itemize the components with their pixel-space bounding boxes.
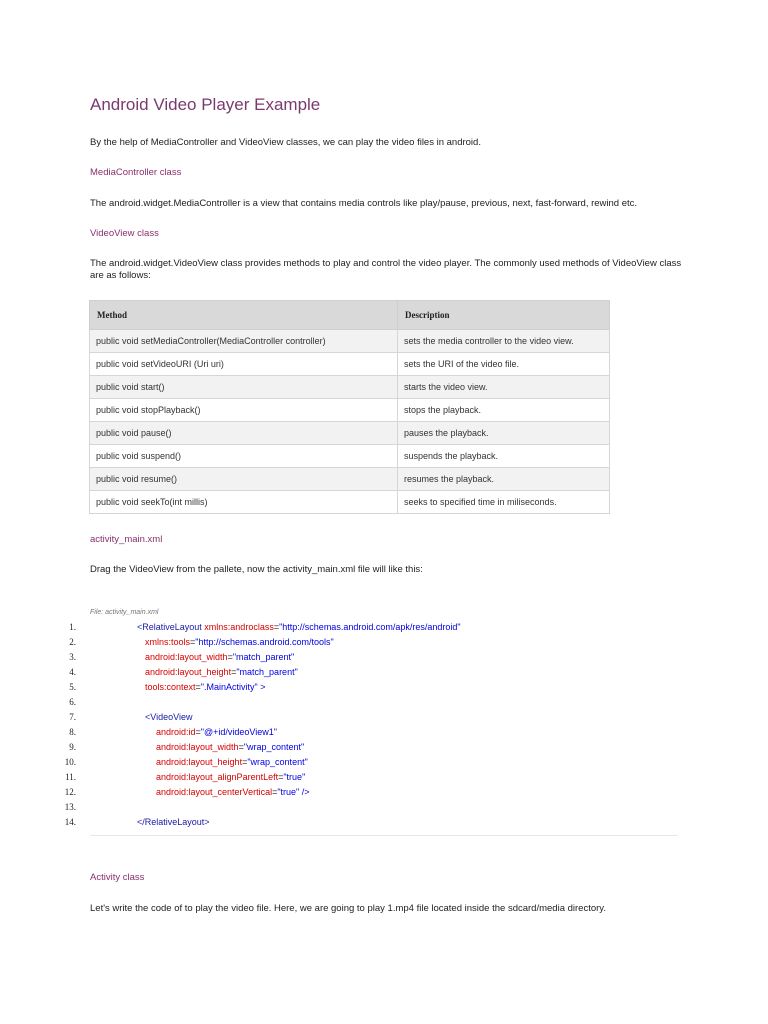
description-cell: pauses the playback.: [398, 422, 610, 445]
videoview-heading: VideoView class: [90, 228, 159, 239]
code-line: [0, 635, 680, 650]
description-cell: seeks to specified time in miliseconds.: [398, 491, 610, 514]
code-attr: android:layout_width: [156, 742, 239, 752]
code-punc: =: [278, 772, 284, 782]
code-attr: android:layout_height: [156, 757, 243, 767]
code-value: "true": [283, 772, 306, 782]
line-number: 4.: [69, 667, 76, 677]
method-cell: public void start(): [90, 376, 398, 399]
code-tag: <VideoView: [145, 712, 193, 722]
code-punc: =: [195, 727, 201, 737]
code-value: "match_parent": [232, 652, 295, 662]
code-attr: android:layout_alignParentLeft: [156, 772, 279, 782]
table-row: [90, 422, 610, 445]
code-punc: =: [238, 742, 244, 752]
code-attr: android:layout_height: [145, 667, 232, 677]
code-value: ".MainActivity" >: [200, 682, 266, 692]
table-row: [90, 491, 610, 514]
line-number: 9.: [69, 742, 76, 752]
code-line: [0, 755, 680, 770]
line-number: 2.: [69, 637, 76, 647]
code-attr: android:layout_centerVertical: [156, 787, 273, 797]
videoview-text: The android.widget.VideoView class provides methods to play and control the video player. The commonly used methods of VideoView class are as follows:: [90, 258, 682, 281]
code-line: [0, 665, 680, 680]
activity-main-heading: activity_main.xml: [90, 534, 163, 545]
activity-main-text: Drag the VideoView from the pallete, now the activity_main.xml file will like this:: [90, 564, 423, 575]
code-line: [0, 650, 680, 665]
code-value: "@+id/videoView1": [200, 727, 277, 737]
code-punc: =: [190, 637, 196, 647]
code-value: "wrap_content": [243, 742, 305, 752]
method-cell: public void seekTo(int millis): [90, 491, 398, 514]
line-number: 10.: [64, 757, 76, 767]
code-tag: </RelativeLayout>: [137, 817, 210, 827]
code-attr: xmlns:tools: [145, 637, 191, 647]
code-line: [0, 680, 680, 695]
file-label: File: activity_main.xml: [90, 609, 159, 616]
code-punc: =: [227, 652, 233, 662]
code-line: [0, 725, 680, 740]
line-number: 7.: [69, 712, 76, 722]
activity-class-heading: Activity class: [90, 872, 145, 883]
method-column-header: Method: [90, 301, 398, 330]
line-number: 13.: [64, 802, 76, 812]
code-line: [0, 620, 680, 635]
code-value: "match_parent": [236, 667, 298, 677]
method-cell: public void setVideoURI (Uri uri): [90, 353, 398, 376]
code-line: [0, 710, 680, 725]
method-cell: public void suspend(): [90, 445, 398, 468]
mediacontroller-heading: MediaController class: [90, 167, 182, 178]
description-cell: stops the playback.: [398, 399, 610, 422]
line-number: 3.: [69, 652, 76, 662]
activity-class-text: Let's write the code of to play the video file. Here, we are going to play 1.mp4 file located inside the sdcard/media directory.: [90, 903, 606, 914]
code-line: [0, 695, 680, 710]
code-line: [0, 815, 680, 830]
methods-table: [89, 300, 610, 514]
table-row: [90, 468, 610, 491]
description-cell: sets the media controller to the video view.: [398, 330, 610, 353]
code-attr: xmlns:androclass: [204, 622, 274, 632]
table-row: [90, 353, 610, 376]
table-row: [90, 445, 610, 468]
page-title: Android Video Player Example: [90, 95, 321, 114]
line-number: 8.: [69, 727, 76, 737]
method-cell: public void pause(): [90, 422, 398, 445]
mediacontroller-text: The android.widget.MediaController is a view that contains media controls like play/pause, previous, next, fast-forward, rewind etc.: [90, 198, 638, 209]
code-divider: [90, 835, 678, 836]
line-number: 6.: [69, 697, 76, 707]
code-line: [0, 770, 680, 785]
description-cell: suspends the playback.: [398, 445, 610, 468]
code-tag: <RelativeLayout: [137, 622, 205, 632]
code-line: [0, 800, 680, 815]
code-value: "http://schemas.android.com/tools": [195, 637, 334, 647]
method-cell: public void setMediaController(MediaController controller): [90, 330, 398, 353]
description-column-header: Description: [398, 301, 610, 330]
code-attr: tools:context: [145, 682, 196, 692]
line-number: 11.: [65, 772, 76, 782]
code-attr: android:layout_width: [145, 652, 228, 662]
description-cell: resumes the playback.: [398, 468, 610, 491]
method-cell: public void stopPlayback(): [90, 399, 398, 422]
code-punc: =: [273, 622, 280, 632]
line-number: 14.: [64, 817, 76, 827]
description-cell: sets the URI of the video file.: [398, 353, 610, 376]
code-value: "true" />: [277, 787, 310, 797]
code-punc: =: [272, 787, 278, 797]
table-row: [90, 330, 610, 353]
line-number: 5.: [69, 682, 76, 692]
code-line: [0, 785, 680, 800]
code-attr: android:id: [156, 727, 196, 737]
method-cell: public void resume(): [90, 468, 398, 491]
line-number: 1.: [69, 622, 76, 632]
description-cell: starts the video view.: [398, 376, 610, 399]
code-punc: =: [231, 667, 237, 677]
code-punc: =: [242, 757, 248, 767]
line-number: 12.: [64, 787, 76, 797]
code-line: [0, 740, 680, 755]
table-row: [90, 399, 610, 422]
code-value: "wrap_content": [247, 757, 308, 767]
code-value: "http://schemas.android.com/apk/res/android": [279, 622, 461, 632]
intro-text: By the help of MediaController and VideoView classes, we can play the video files in android.: [90, 137, 481, 148]
code-punc: =: [195, 682, 201, 692]
table-row: [90, 376, 610, 399]
table-header-row: [90, 301, 610, 330]
